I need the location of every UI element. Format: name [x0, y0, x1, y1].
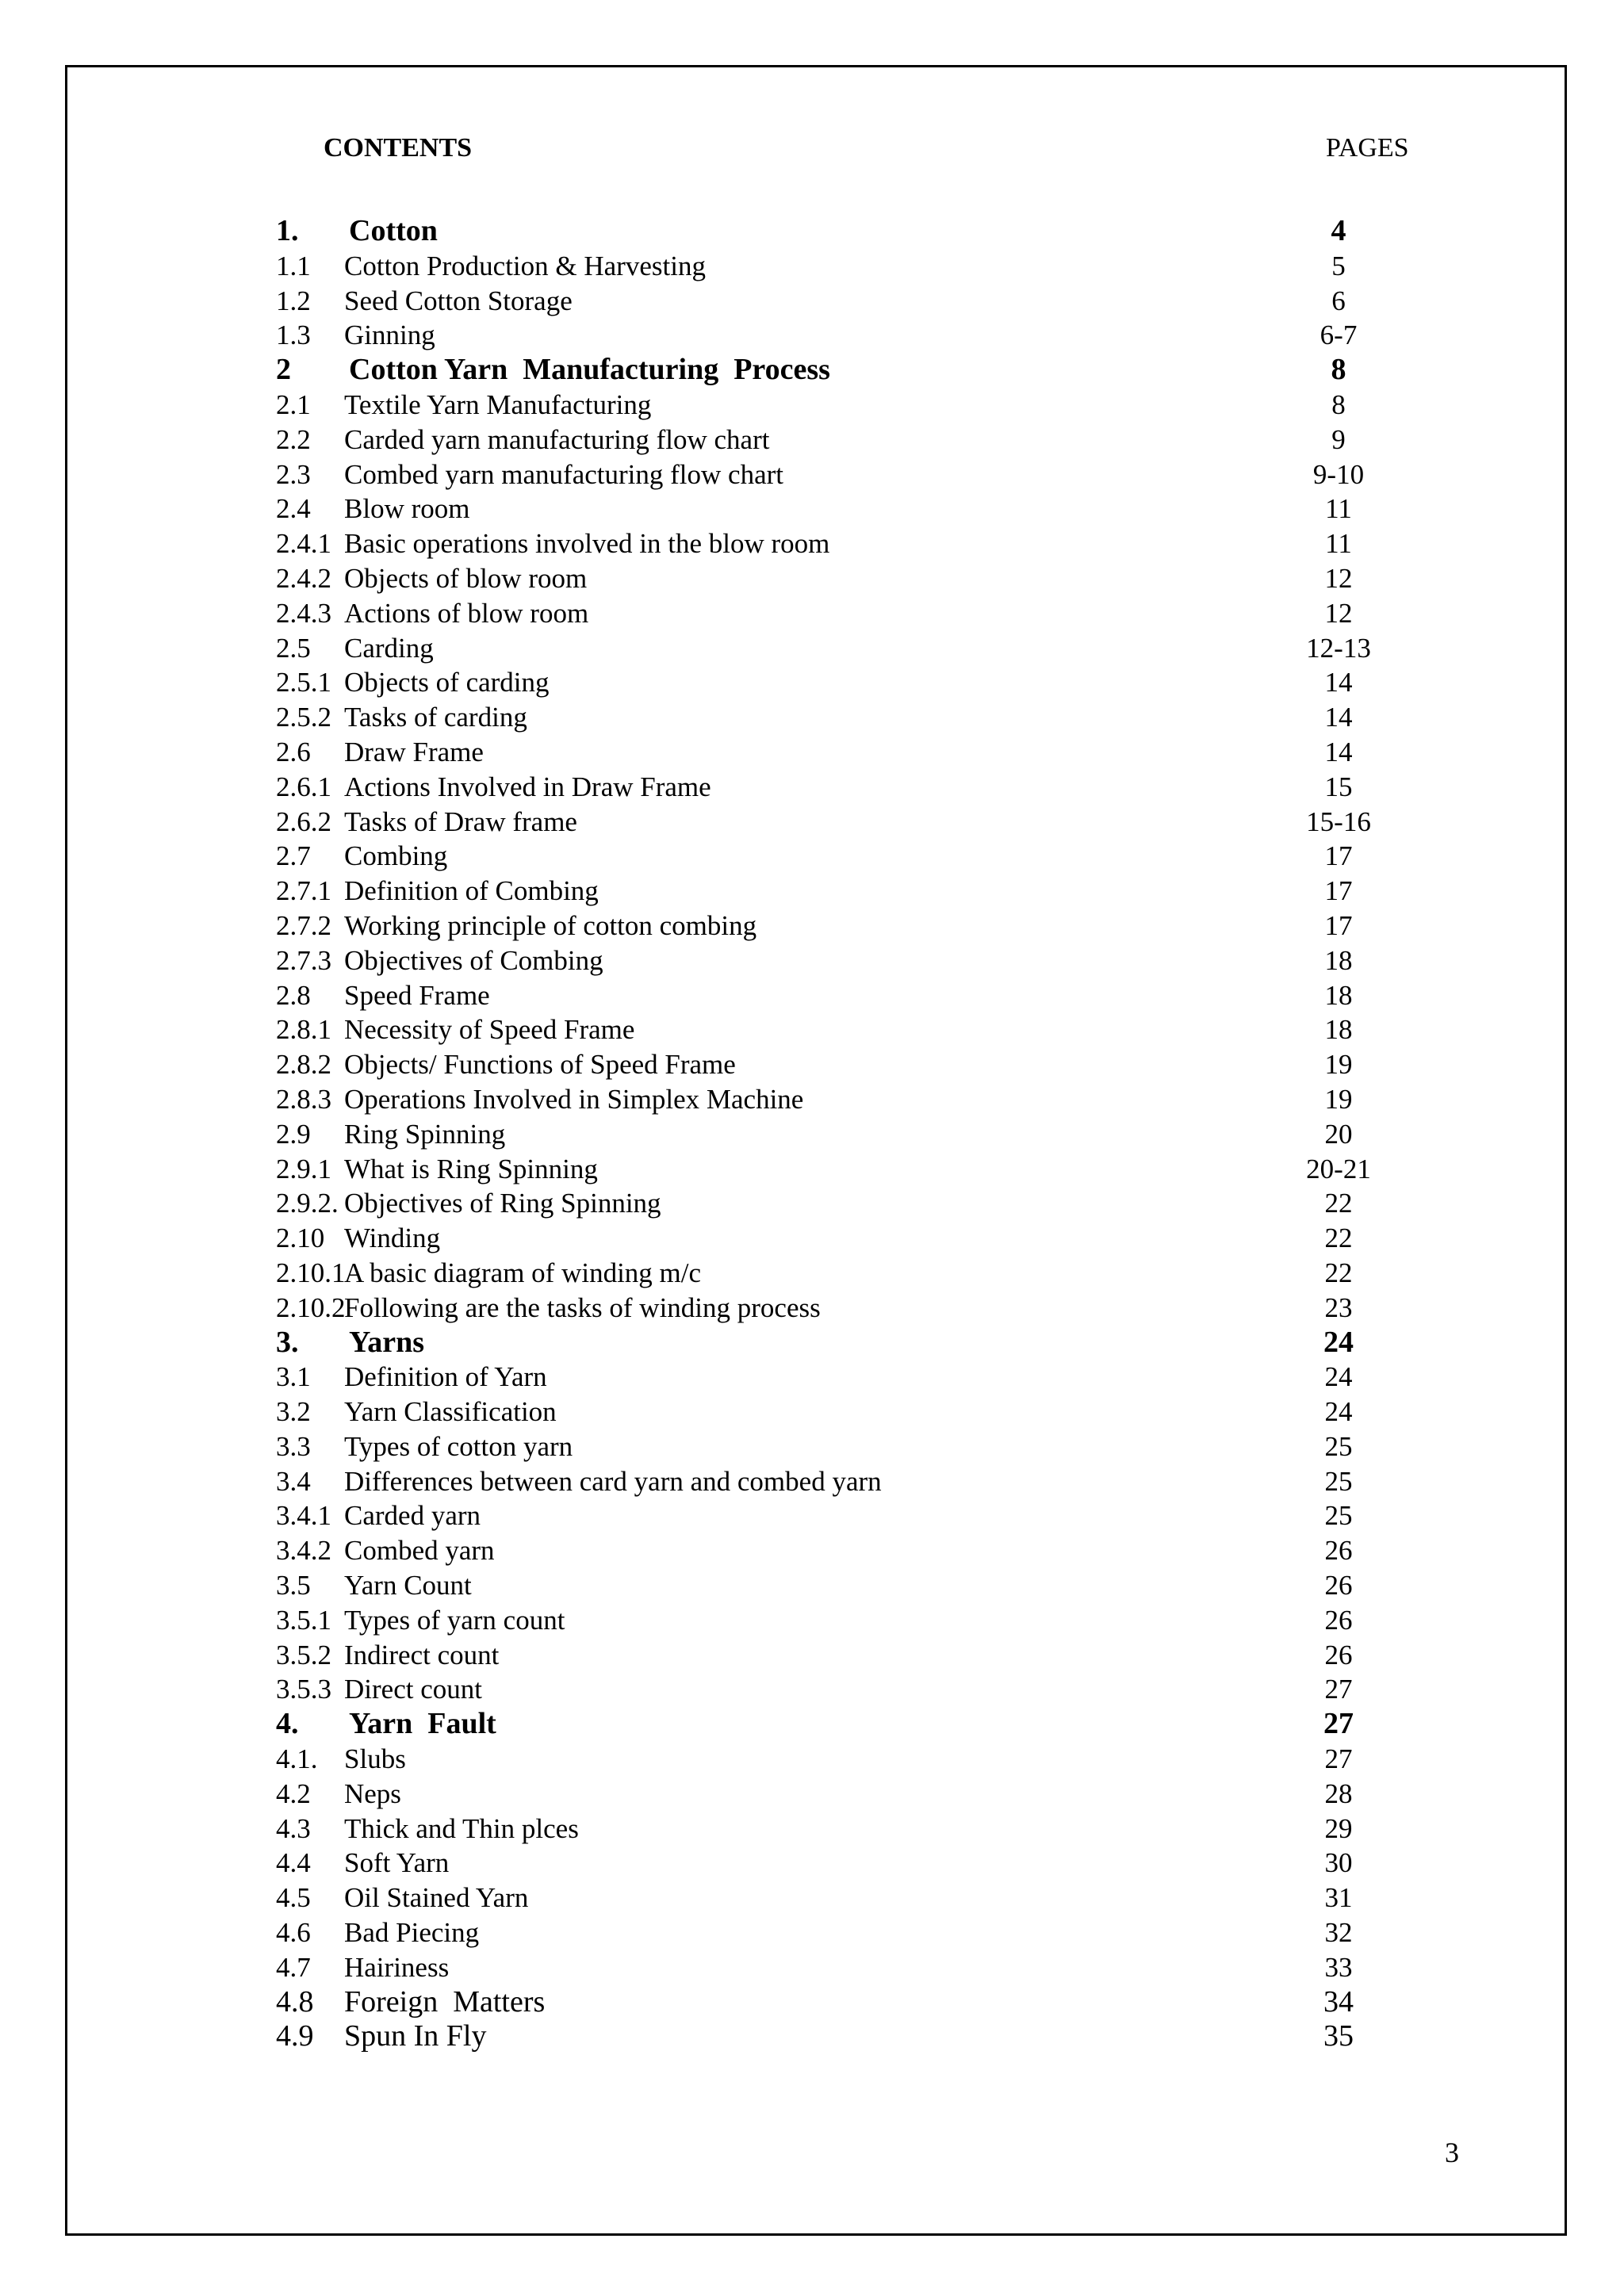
toc-entry-number: 3.4.1 — [276, 1500, 331, 1532]
toc-entry-title: Combing — [344, 840, 448, 872]
toc-entry-title: Types of yarn count — [344, 1604, 565, 1636]
toc-entry-title: Definition of Combing — [344, 875, 599, 907]
toc-entry-number: 2.4.2 — [276, 562, 331, 594]
toc-entry-page: 18 — [1324, 1014, 1353, 1046]
toc-entry-page: 24 — [1323, 1325, 1354, 1359]
toc-entry — [276, 665, 1386, 700]
toc-entry-number: 1.1 — [276, 250, 311, 281]
toc-entry-number: 4.4 — [276, 1847, 311, 1879]
toc-entry-number: 4.7 — [276, 1951, 311, 1983]
toc-entry-number: 2.10.1 — [276, 1257, 346, 1288]
toc-entry-page: 11 — [1325, 528, 1352, 560]
toc-entry-number: 3.4 — [276, 1465, 311, 1497]
toc-entry-title: Basic operations involved in the blow room — [344, 528, 830, 560]
toc-entry — [276, 1326, 1386, 1360]
toc-entry-number: 4.9 — [276, 2019, 314, 2053]
toc-entry-title: Neps — [344, 1777, 401, 1809]
toc-entry-page: 17 — [1324, 840, 1353, 872]
toc-entry — [276, 249, 1386, 284]
pages-heading: PAGES — [1326, 133, 1409, 163]
toc-entry-number: 3.5 — [276, 1570, 311, 1601]
toc-entry-title: Slubs — [344, 1743, 406, 1775]
toc-entry-number: 2.10 — [276, 1223, 325, 1254]
toc-entry-number: 3.5.3 — [276, 1674, 331, 1705]
toc-entry — [276, 735, 1386, 770]
toc-entry — [276, 1568, 1386, 1603]
toc-entry-title: Objects/ Functions of Speed Frame — [344, 1049, 736, 1081]
toc-entry — [276, 909, 1386, 943]
toc-entry-number: 2.3 — [276, 458, 311, 490]
toc-entry-number: 2.7.3 — [276, 944, 331, 976]
toc-entry-page: 6 — [1331, 285, 1346, 316]
toc-entry — [276, 526, 1386, 561]
toc-entry-number: 4. — [276, 1707, 299, 1741]
toc-entry-number: 2.8.1 — [276, 1014, 331, 1046]
toc-entry-title: Foreign Matters — [344, 1984, 546, 2019]
toc-entry — [276, 1291, 1386, 1326]
toc-entry-number: 2.8 — [276, 979, 311, 1011]
toc-entry-page: 31 — [1324, 1882, 1353, 1914]
toc-entry — [276, 631, 1386, 666]
toc-entry-page: 12-13 — [1306, 632, 1371, 664]
toc-entry-number: 4.5 — [276, 1882, 311, 1914]
toc-entry-title: Actions Involved in Draw Frame — [344, 771, 711, 802]
toc-entry-page: 15 — [1324, 771, 1353, 802]
toc-entry-number: 3.4.2 — [276, 1535, 331, 1567]
toc-entry-number: 3.5.1 — [276, 1604, 331, 1636]
toc-entry-page: 19 — [1324, 1083, 1353, 1115]
toc-entry — [276, 1742, 1386, 1777]
toc-entry-number: 1. — [276, 214, 299, 247]
toc-entry-number: 2.5 — [276, 632, 311, 664]
toc-entry-page: 27 — [1324, 1743, 1353, 1775]
toc-entry-title: Direct count — [344, 1674, 482, 1705]
toc-entry-number: 2.5.2 — [276, 702, 331, 733]
toc-entry-title: A basic diagram of winding m/c — [344, 1257, 702, 1288]
toc-entry-page: 30 — [1324, 1847, 1353, 1879]
toc-entry-title: Differences between card yarn and combed yarn — [344, 1465, 882, 1497]
toc-entry-title: Combed yarn — [344, 1535, 495, 1567]
toc-entry — [276, 1985, 1386, 2020]
toc-entry — [276, 1707, 1386, 1742]
toc-entry — [276, 284, 1386, 319]
toc-entry-page: 18 — [1324, 944, 1353, 976]
toc-entry-number: 2.10.2 — [276, 1292, 346, 1323]
toc-entry-title: Yarn Fault — [349, 1707, 496, 1741]
toc-entry-number: 1.2 — [276, 285, 311, 316]
toc-entry-number: 4.2 — [276, 1777, 311, 1809]
toc-entry-number: 3.5.2 — [276, 1639, 331, 1670]
toc-entry-title: Necessity of Speed Frame — [344, 1014, 635, 1046]
toc-entry-page: 4 — [1331, 214, 1346, 247]
toc-entry-page: 24 — [1324, 1361, 1353, 1393]
toc-entry — [276, 353, 1386, 388]
toc-entry-title: Ginning — [344, 320, 435, 351]
toc-entry-title: Cotton Production & Harvesting — [344, 250, 706, 281]
toc-entry-title: Textile Yarn Manufacturing — [344, 388, 652, 420]
toc-entry-number: 2.4 — [276, 493, 311, 525]
toc-entry — [276, 1152, 1386, 1187]
contents-heading: CONTENTS — [324, 133, 473, 163]
toc-entry-number: 1.3 — [276, 320, 311, 351]
toc-entry — [276, 1221, 1386, 1256]
toc-entry-page: 5 — [1331, 250, 1346, 281]
toc-entry-title: Tasks of carding — [344, 702, 527, 733]
toc-entry-number: 2.1 — [276, 388, 311, 420]
toc-entry — [276, 1533, 1386, 1568]
toc-entry — [276, 1498, 1386, 1533]
toc-entry — [276, 492, 1386, 526]
table-of-contents — [276, 214, 1386, 2054]
toc-entry — [276, 1950, 1386, 1985]
toc-entry — [276, 770, 1386, 805]
toc-entry-number: 2.9 — [276, 1118, 311, 1150]
toc-entry-title: Carded yarn — [344, 1500, 481, 1532]
toc-entry-page: 22 — [1324, 1257, 1353, 1288]
toc-entry-page: 9 — [1331, 423, 1346, 455]
toc-entry-page: 9-10 — [1312, 458, 1365, 490]
toc-entry-title: Objectives of Ring Spinning — [344, 1188, 661, 1219]
toc-entry — [276, 388, 1386, 423]
toc-entry-number: 2.9.1 — [276, 1153, 331, 1184]
toc-entry — [276, 1047, 1386, 1082]
toc-entry-page: 20-21 — [1306, 1153, 1371, 1184]
toc-entry-number: 4.8 — [276, 1984, 314, 2019]
toc-entry-page: 23 — [1324, 1292, 1353, 1323]
toc-entry-page: 19 — [1324, 1049, 1353, 1081]
toc-entry — [276, 214, 1386, 249]
toc-entry-page: 22 — [1324, 1188, 1353, 1219]
toc-entry-number: 2 — [276, 353, 291, 387]
toc-entry-title: Following are the tasks of winding process — [344, 1292, 821, 1323]
toc-entry-page: 25 — [1324, 1430, 1353, 1462]
toc-entry — [276, 561, 1386, 596]
toc-entry-page: 12 — [1324, 597, 1353, 629]
toc-entry-title: Speed Frame — [344, 979, 490, 1011]
toc-entry — [276, 1846, 1386, 1881]
toc-entry-number: 2.6 — [276, 736, 311, 767]
toc-entry-page: 29 — [1324, 1812, 1353, 1844]
toc-entry-title: Cotton — [349, 214, 438, 247]
toc-entry — [276, 874, 1386, 909]
toc-entry-title: Objectives of Combing — [344, 944, 603, 976]
toc-entry-title: What is Ring Spinning — [344, 1153, 598, 1184]
toc-entry-title: Oil Stained Yarn — [344, 1882, 529, 1914]
toc-entry-number: 3.1 — [276, 1361, 311, 1393]
toc-entry-title: Blow room — [344, 493, 470, 525]
toc-entry-page: 22 — [1324, 1223, 1353, 1254]
toc-entry — [276, 1915, 1386, 1950]
toc-entry-number: 2.5.1 — [276, 667, 331, 698]
toc-entry — [276, 1464, 1386, 1499]
page-number: 3 — [1445, 2137, 1459, 2168]
toc-entry-title: Operations Involved in Simplex Machine — [344, 1083, 804, 1115]
toc-entry-page: 34 — [1323, 1984, 1354, 2019]
toc-entry-title: Yarn Classification — [344, 1396, 557, 1428]
toc-entry-page: 27 — [1323, 1707, 1354, 1741]
toc-entry-number: 4.6 — [276, 1917, 311, 1949]
toc-entry — [276, 805, 1386, 840]
toc-entry — [276, 1117, 1386, 1152]
toc-entry-title: Yarns — [349, 1325, 425, 1359]
toc-entry-title: Bad Piecing — [344, 1917, 480, 1949]
toc-entry-title: Yarn Count — [344, 1570, 472, 1601]
toc-entry — [276, 1256, 1386, 1291]
toc-entry-number: 2.8.2 — [276, 1049, 331, 1081]
toc-entry — [276, 1012, 1386, 1047]
toc-entry-page: 6-7 — [1320, 320, 1358, 351]
toc-entry — [276, 1812, 1386, 1846]
toc-entry-title: Hairiness — [344, 1951, 450, 1983]
toc-entry-number: 2.7 — [276, 840, 311, 872]
toc-entry — [276, 839, 1386, 874]
toc-entry-title: Cotton Yarn Manufacturing Process — [349, 353, 830, 387]
toc-entry — [276, 1186, 1386, 1221]
toc-entry-title: Draw Frame — [344, 736, 484, 767]
toc-entry-title: Tasks of Draw frame — [344, 806, 577, 837]
toc-entry-number: 4.3 — [276, 1812, 311, 1844]
toc-entry-title: Actions of blow room — [344, 597, 589, 629]
toc-entry-page: 26 — [1324, 1639, 1353, 1670]
toc-entry-title: Indirect count — [344, 1639, 500, 1670]
toc-entry — [276, 423, 1386, 457]
toc-entry-page: 24 — [1324, 1396, 1353, 1428]
toc-entry — [276, 1082, 1386, 1117]
toc-entry-title: Combed yarn manufacturing flow chart — [344, 458, 783, 490]
toc-entry-title: Objects of carding — [344, 667, 550, 698]
toc-entry-title: Spun In Fly — [344, 2019, 487, 2053]
toc-entry — [276, 943, 1386, 978]
toc-entry — [276, 596, 1386, 631]
toc-entry — [276, 700, 1386, 735]
toc-entry-page: 32 — [1324, 1917, 1353, 1949]
toc-entry — [276, 1395, 1386, 1429]
toc-entry — [276, 1672, 1386, 1707]
toc-entry-title: Working principle of cotton combing — [344, 909, 757, 941]
toc-entry-title: Seed Cotton Storage — [344, 285, 573, 316]
toc-entry — [276, 1429, 1386, 1464]
toc-entry-title: Soft Yarn — [344, 1847, 450, 1879]
toc-entry-title: Ring Spinning — [344, 1118, 506, 1150]
toc-entry-page: 12 — [1324, 562, 1353, 594]
toc-entry-page: 17 — [1324, 909, 1353, 941]
toc-entry — [276, 1777, 1386, 1812]
toc-entry-page: 35 — [1323, 2019, 1354, 2053]
toc-entry-number: 3.3 — [276, 1430, 311, 1462]
toc-entry-number: 2.8.3 — [276, 1083, 331, 1115]
toc-entry-page: 25 — [1324, 1500, 1353, 1532]
toc-entry-number: 2.4.3 — [276, 597, 331, 629]
toc-entry-number: 2.6.2 — [276, 806, 331, 837]
toc-entry — [276, 978, 1386, 1013]
toc-entry — [276, 2019, 1386, 2054]
toc-entry-page: 14 — [1324, 702, 1353, 733]
toc-entry-page: 26 — [1324, 1535, 1353, 1567]
toc-entry-title: Winding — [344, 1223, 441, 1254]
toc-entry — [276, 318, 1386, 353]
toc-entry-number: 2.2 — [276, 423, 311, 455]
toc-entry-number: 3. — [276, 1325, 299, 1359]
toc-entry-title: Objects of blow room — [344, 562, 588, 594]
toc-entry-page: 25 — [1324, 1465, 1353, 1497]
toc-entry-page: 11 — [1325, 493, 1352, 525]
toc-entry-page: 8 — [1331, 388, 1346, 420]
toc-entry-number: 2.6.1 — [276, 771, 331, 802]
toc-entry-title: Definition of Yarn — [344, 1361, 547, 1393]
toc-entry-page: 18 — [1324, 979, 1353, 1011]
toc-entry — [276, 1881, 1386, 1915]
toc-entry-page: 17 — [1324, 875, 1353, 907]
toc-entry — [276, 1603, 1386, 1638]
toc-entry-page: 26 — [1324, 1604, 1353, 1636]
toc-entry-page: 20 — [1324, 1118, 1353, 1150]
toc-entry-number: 2.7.2 — [276, 909, 331, 941]
toc-entry-page: 28 — [1324, 1777, 1353, 1809]
toc-entry-title: Carded yarn manufacturing flow chart — [344, 423, 770, 455]
toc-entry-title: Carding — [344, 632, 434, 664]
toc-entry-number: 2.9.2. — [276, 1188, 339, 1219]
toc-entry-page: 27 — [1324, 1674, 1353, 1705]
toc-entry-page: 14 — [1324, 736, 1353, 767]
toc-entry-page: 26 — [1324, 1570, 1353, 1601]
toc-entry — [276, 1360, 1386, 1395]
toc-entry-page: 15-16 — [1306, 806, 1371, 837]
toc-entry-number: 2.4.1 — [276, 528, 331, 560]
toc-entry-page: 8 — [1331, 353, 1346, 387]
toc-entry — [276, 1638, 1386, 1673]
toc-entry-number: 3.2 — [276, 1396, 311, 1428]
toc-entry-title: Thick and Thin plces — [344, 1812, 579, 1844]
toc-entry-number: 4.1. — [276, 1743, 318, 1775]
toc-entry — [276, 457, 1386, 492]
toc-entry-number: 2.7.1 — [276, 875, 331, 907]
toc-entry-title: Types of cotton yarn — [344, 1430, 573, 1462]
toc-entry-page: 33 — [1324, 1951, 1353, 1983]
toc-entry-page: 14 — [1324, 667, 1353, 698]
